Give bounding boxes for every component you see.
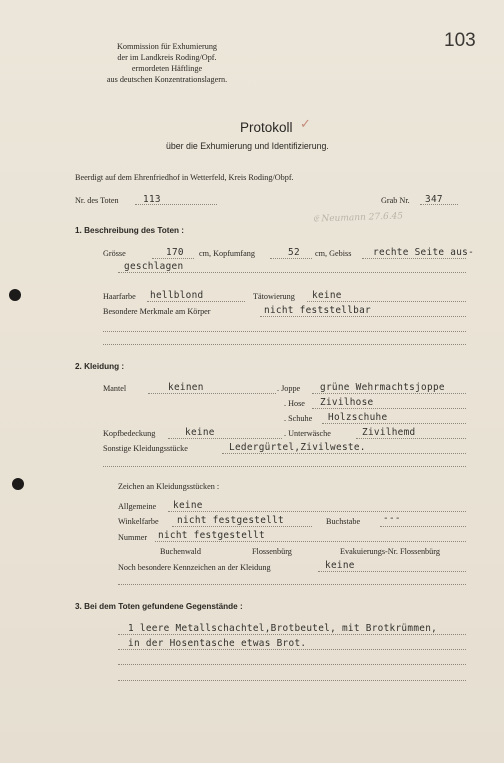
winkelfarbe-label: Winkelfarbe [118, 517, 159, 526]
allgemeine-line [168, 511, 466, 512]
kopfbedeckung-line [168, 438, 282, 439]
gegenstaende-dots-3 [118, 664, 466, 665]
gegenstaende-dots-4 [118, 680, 466, 681]
unterwaesche-label: . Unterwäsche [284, 429, 331, 438]
winkelfarbe-value: nicht festgestellt [177, 515, 284, 526]
gebiss-label: cm, Gebiss [315, 249, 352, 258]
gebiss-line [362, 258, 466, 259]
gebiss-line-2 [118, 272, 466, 273]
groesse-value: 170 [166, 247, 184, 258]
taetowierung-label: Tätowierung [253, 292, 295, 301]
mantel-line [148, 393, 276, 394]
gebiss-value-1: rechte Seite aus- [373, 247, 475, 258]
kennzeichen-label: Noch besondere Kennzeichen an der Kleidung [118, 563, 271, 572]
groesse-line [152, 258, 194, 259]
nr-label: Nr. des Toten [75, 196, 119, 205]
taetowierung-line [307, 301, 466, 302]
haarfarbe-value: hellblond [150, 290, 204, 301]
pencil-note: 𝔈 Neumann 27.6.45 [312, 211, 404, 225]
section-3-title: 3. Bei dem Toten gefundene Gegenstände : [75, 602, 243, 611]
nummer-value: nicht festgestellt [158, 530, 265, 541]
page-number: 103 [444, 30, 476, 51]
grab-label: Grab Nr. [381, 196, 410, 205]
document-title: Protokoll [240, 120, 293, 135]
winkelfarbe-line [172, 526, 312, 527]
hose-value: Zivilhose [320, 397, 374, 408]
header-line-4: aus deutschen Konzentrationslagern. [106, 75, 228, 84]
haarfarbe-line [147, 301, 245, 302]
kopfumfang-line [270, 258, 312, 259]
document-subtitle: über die Exhumierung und Identifizierung. [166, 141, 329, 151]
zeichen-label: Zeichen an Kleidungsstücken : [118, 482, 220, 491]
kleidung-line-extra [103, 466, 466, 467]
gebiss-value-2: geschlagen [124, 261, 184, 272]
schuhe-value: Holzschuhe [328, 412, 388, 423]
groesse-label: Grösse [103, 249, 126, 258]
buchstabe-label: Buchstabe [326, 517, 361, 526]
sonstige-label: Sonstige Kleidungsstücke [103, 444, 188, 453]
header-line-1: Kommission für Exhumierung [116, 42, 218, 51]
grab-value: 347 [425, 194, 443, 205]
kopfbedeckung-label: Kopfbedeckung [103, 429, 156, 438]
kennzeichen-value: keine [325, 560, 355, 571]
joppe-label: . Joppe [277, 384, 301, 393]
checkmark-icon: ✓ [300, 116, 311, 131]
header-block [102, 41, 232, 85]
section-2-title: 2. Kleidung : [75, 362, 125, 371]
buchenwald-label: Buchenwald [160, 547, 201, 556]
sonstige-value: Ledergürtel,Zivilweste. [229, 442, 366, 453]
taetowierung-value: keine [312, 290, 342, 301]
schuhe-label: . Schuhe [284, 414, 313, 423]
evakuierungs-label: Evakuierungs-Nr. Flossenbürg [340, 547, 440, 556]
hose-label: . Hose [284, 399, 305, 408]
unterwaesche-line [356, 438, 466, 439]
nr-line [135, 204, 217, 205]
schuhe-line [322, 423, 466, 424]
nr-value: 113 [143, 194, 161, 205]
merkmale-line-3 [103, 344, 466, 345]
merkmale-line [260, 316, 466, 317]
kopfumfang-label: cm, Kopfumfang [199, 249, 255, 258]
gegenstaende-dots-1 [118, 634, 466, 635]
unterwaesche-value: Zivilhemd [362, 427, 416, 438]
mantel-value: keinen [168, 382, 204, 393]
kennzeichen-line [318, 571, 466, 572]
mantel-label: Mantel [103, 384, 127, 393]
kennzeichen-line-2 [118, 584, 466, 585]
joppe-line [312, 393, 466, 394]
burial-line: Beerdigt auf dem Ehrenfriedhof in Wetterfeld, Kreis Roding/Obpf. [75, 173, 294, 182]
section-1-title: 1. Beschreibung des Toten : [75, 226, 185, 235]
haarfarbe-label: Haarfarbe [103, 292, 136, 301]
hose-line [312, 408, 466, 409]
nummer-label: Nummer [118, 533, 148, 542]
joppe-value: grüne Wehrmachtsjoppe [320, 382, 445, 393]
gegenstaende-dots-2 [118, 649, 466, 650]
punch-hole-top [9, 289, 21, 301]
merkmale-label: Besondere Merkmale am Körper [103, 307, 211, 316]
allgemeine-label: Allgemeine [118, 502, 157, 511]
merkmale-line-2 [103, 331, 466, 332]
header-line-2: der im Landkreis Roding/Opf. [117, 53, 217, 62]
gegenstaende-line-2: in der Hosentasche etwas Brot. [128, 638, 307, 649]
flossenbuerg-label: Flossenbürg [252, 547, 292, 556]
grab-line [420, 204, 458, 205]
buchstabe-value: --- [383, 513, 401, 524]
sonstige-line [222, 453, 466, 454]
kopfumfang-value: 52 [288, 247, 300, 258]
nummer-line [155, 541, 466, 542]
header-line-3: ermordeten Häftlinge [131, 64, 203, 73]
merkmale-value: nicht feststellbar [264, 305, 371, 316]
gegenstaende-line-1: 1 leere Metallschachtel,Brotbeutel, mit Brotkrümmen, [128, 623, 438, 634]
buchstabe-line [380, 526, 466, 527]
kopfbedeckung-value: keine [185, 427, 215, 438]
allgemeine-value: keine [173, 500, 203, 511]
punch-hole-bottom [12, 478, 24, 490]
